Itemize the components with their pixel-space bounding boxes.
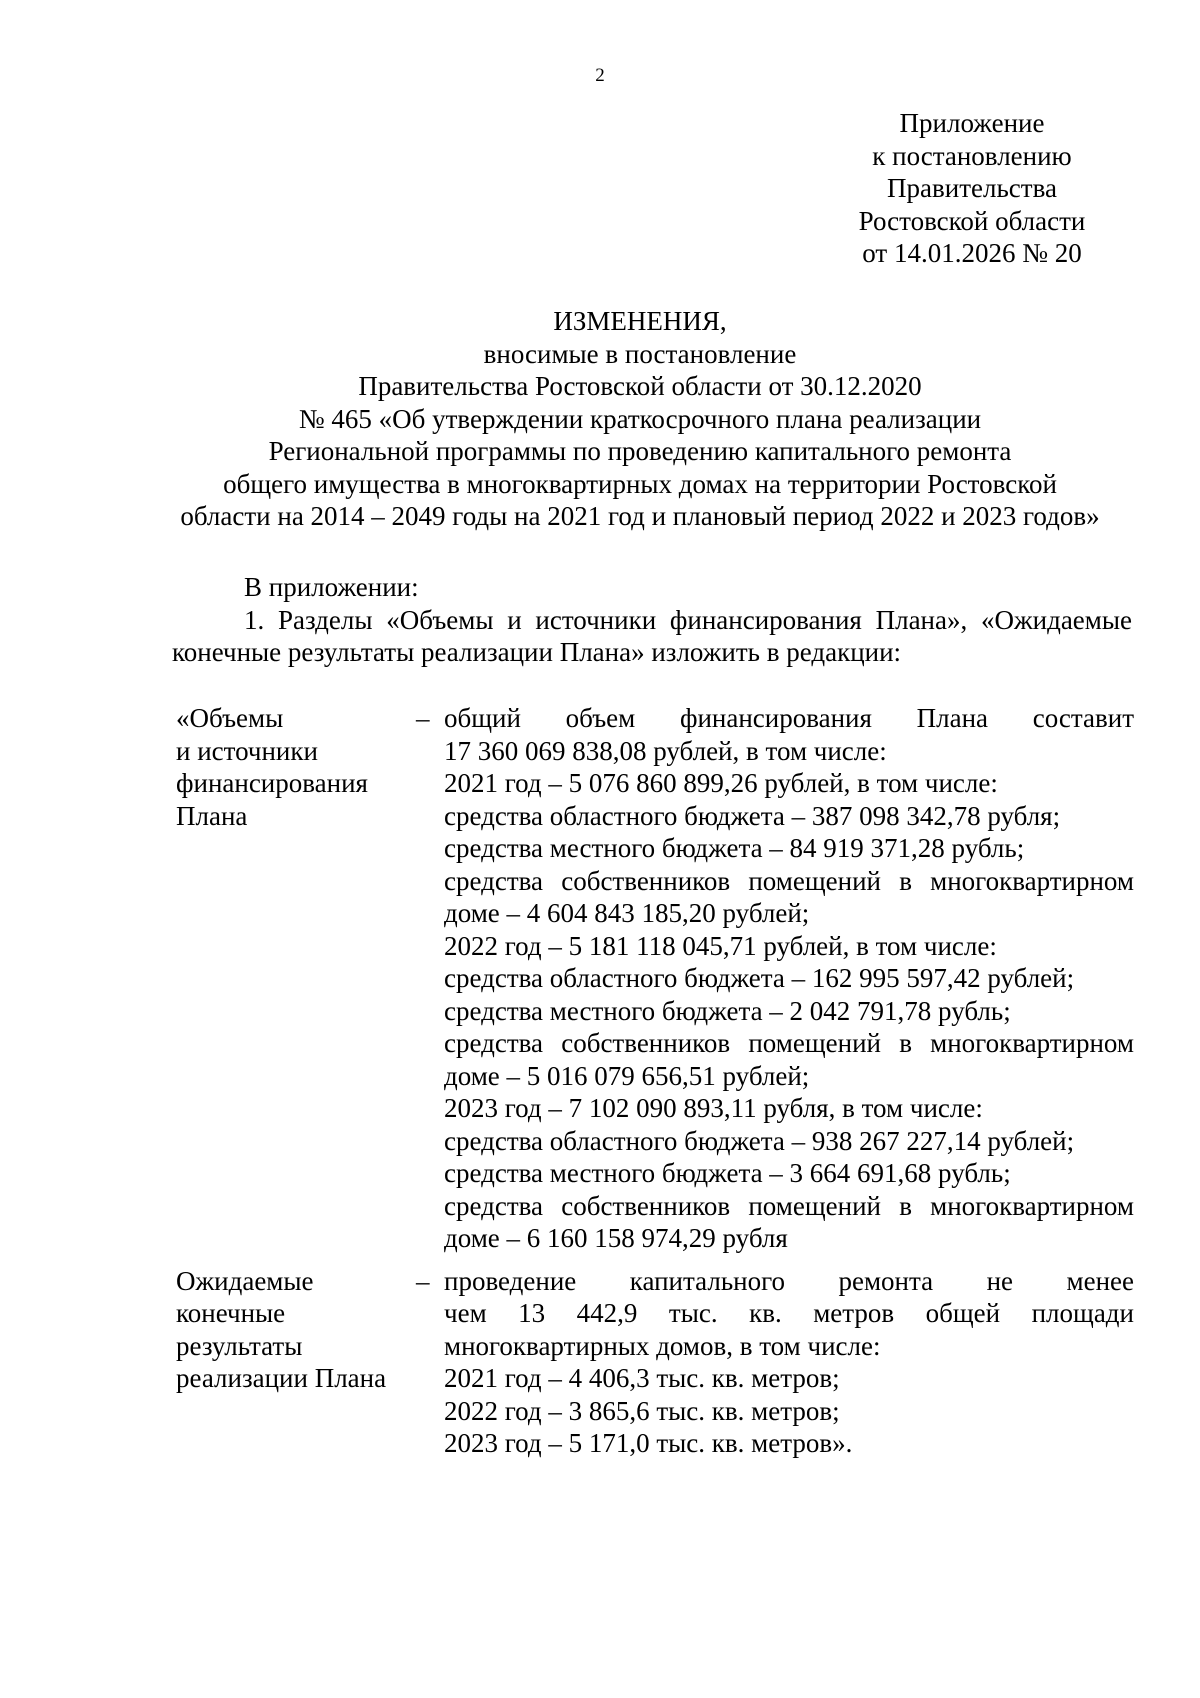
value-line: средства областного бюджета – 938 267 227,14 рублей; (444, 1125, 1075, 1156)
intro-line: 1. Разделы «Объемы и источники финансирования Плана», «Ожидаемые (244, 604, 1132, 635)
intro-paragraph (172, 571, 1132, 669)
appendix-line: Правительства (887, 173, 1057, 203)
appendix-line: от 14.01.2026 № 20 (862, 238, 1082, 268)
heading-line: Правительства Ростовской области от 30.12.2020 (358, 371, 922, 401)
value-line: чем 13 442,9 тыс. кв. метров общей площади (444, 1298, 1134, 1328)
label-line: результаты (176, 1330, 303, 1361)
label-line: финансирования (176, 768, 368, 798)
value-line: доме – 6 160 158 974,29 рубля (444, 1223, 788, 1253)
appendix-line: Приложение (899, 108, 1045, 138)
section-financing (176, 702, 1136, 1255)
label-line: реализации Плана (176, 1363, 387, 1393)
heading-line: Региональной программы по проведению капитального ремонта (268, 436, 1012, 466)
value-line: средства собственников помещений в многоквартирном (444, 1190, 1134, 1221)
value-line: средства собственников помещений в многоквартирном (444, 865, 1134, 896)
label-line: и источники (176, 735, 318, 766)
heading-line: вносимые в постановление (483, 338, 797, 369)
sections-table (176, 702, 1136, 1460)
value-line: средства областного бюджета – 387 098 342,78 рубля; (444, 800, 1061, 831)
value-line: 2021 год – 4 406,3 тыс. кв. метров; (444, 1363, 840, 1393)
value-line: 2023 год – 5 171,0 тыс. кв. метров». (444, 1428, 853, 1458)
label-line: конечные (176, 1298, 286, 1328)
section-dash: – (416, 703, 430, 733)
value-line: 2022 год – 3 865,6 тыс. кв. метров; (444, 1395, 840, 1426)
intro-line: В приложении: (244, 572, 419, 602)
value-line: доме – 5 016 079 656,51 рублей; (444, 1060, 810, 1091)
value-line: средства местного бюджета – 2 042 791,78 рубль; (444, 995, 1011, 1026)
value-line: 2023 год – 7 102 090 893,11 рубля, в том числе: (444, 1093, 983, 1123)
value-line: средства местного бюджета – 3 664 691,68 рубль; (444, 1158, 1011, 1188)
appendix-line: к постановлению (872, 140, 1072, 171)
section-label (176, 702, 414, 1255)
heading-line: области на 2014 – 2049 годы на 2021 год и плановый период 2022 и 2023 годов» (180, 501, 1100, 531)
value-line: общий объем финансирования Плана составит (444, 703, 1134, 733)
value-line: средства местного бюджета – 84 919 371,28 рубль; (444, 833, 1025, 863)
document-heading (160, 305, 1120, 533)
heading-title: ИЗМЕНЕНИЯ, (553, 306, 727, 336)
value-line: проведение капитального ремонта не менее (444, 1265, 1134, 1296)
value-line: многоквартирных домов, в том числе: (444, 1330, 881, 1361)
value-line: 2022 год – 5 181 118 045,71 рублей, в том числе: (444, 930, 997, 961)
value-line: средства областного бюджета – 162 995 597,42 рублей; (444, 963, 1075, 993)
value-line: доме – 4 604 843 185,20 рублей; (444, 898, 810, 928)
label-line: Ожидаемые (176, 1265, 314, 1296)
appendix-line: Ростовской области (858, 205, 1086, 236)
value-line: 2021 год – 5 076 860 899,26 рублей, в том числе: (444, 768, 998, 798)
appendix-block (812, 107, 1132, 270)
label-line: Плана (176, 800, 248, 831)
section-value (444, 1265, 1134, 1460)
section-label (176, 1265, 414, 1460)
page-number: 2 (595, 65, 605, 86)
value-line: средства собственников помещений в многоквартирном (444, 1028, 1134, 1058)
value-line: 17 360 069 838,08 рублей, в том числе: (444, 735, 887, 766)
label-line: «Объемы (176, 703, 284, 733)
section-dash: – (416, 1265, 430, 1296)
intro-line: конечные результаты реализации Плана» изложить в редакции: (172, 637, 902, 667)
heading-line: общего имущества в многоквартирных домах на территории Ростовской (223, 468, 1057, 499)
section-expected-results (176, 1265, 1136, 1460)
section-value (444, 702, 1134, 1255)
heading-line: № 465 «Об утверждении краткосрочного плана реализации (298, 403, 982, 434)
